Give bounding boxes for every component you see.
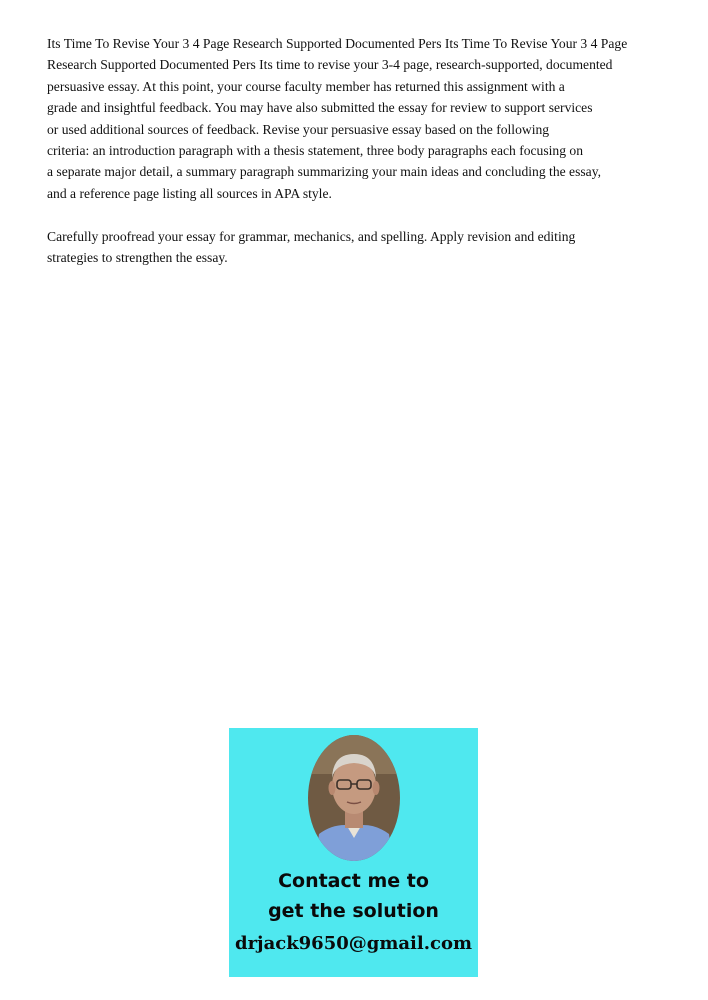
person-portrait-icon	[307, 734, 401, 862]
body-paragraph-1	[47, 33, 687, 204]
text-line: persuasive essay. At this point, your course faculty member has returned this assignment with a	[47, 78, 565, 94]
text-line: or used additional sources of feedback. Revise your persuasive essay based on the following	[47, 121, 550, 137]
text-line: Research Supported Documented Pers Its time to revise your 3-4 page, research-supported, documented	[47, 57, 613, 73]
ad-headline-line: get the solution	[268, 900, 439, 922]
contact-email[interactable]: drjack9650@gmail.com	[234, 933, 473, 954]
ad-headline-line: Contact me to	[278, 870, 429, 892]
text-line: a separate major detail, a summary paragraph summarizing your main ideas and concluding the essay,	[47, 164, 602, 180]
text-line: strategies to strengthen the essay.	[47, 250, 228, 266]
text-line: and a reference page listing all sources in APA style.	[47, 185, 332, 201]
text-line: criteria: an introduction paragraph with a thesis statement, three body paragraphs each focusing on	[47, 143, 584, 159]
text-line: Its Time To Revise Your 3 4 Page Research Supported Documented Pers Its Time To Revise Your 3 4 Page	[47, 36, 628, 51]
contact-ad-banner[interactable]	[229, 728, 478, 977]
text-line: Carefully proofread your essay for grammar, mechanics, and spelling. Apply revision and editing	[47, 229, 576, 244]
text-line: grade and insightful feedback. You may have also submitted the essay for review to support services	[47, 100, 593, 116]
ad-headline	[229, 866, 478, 926]
body-paragraph-2	[47, 226, 687, 269]
